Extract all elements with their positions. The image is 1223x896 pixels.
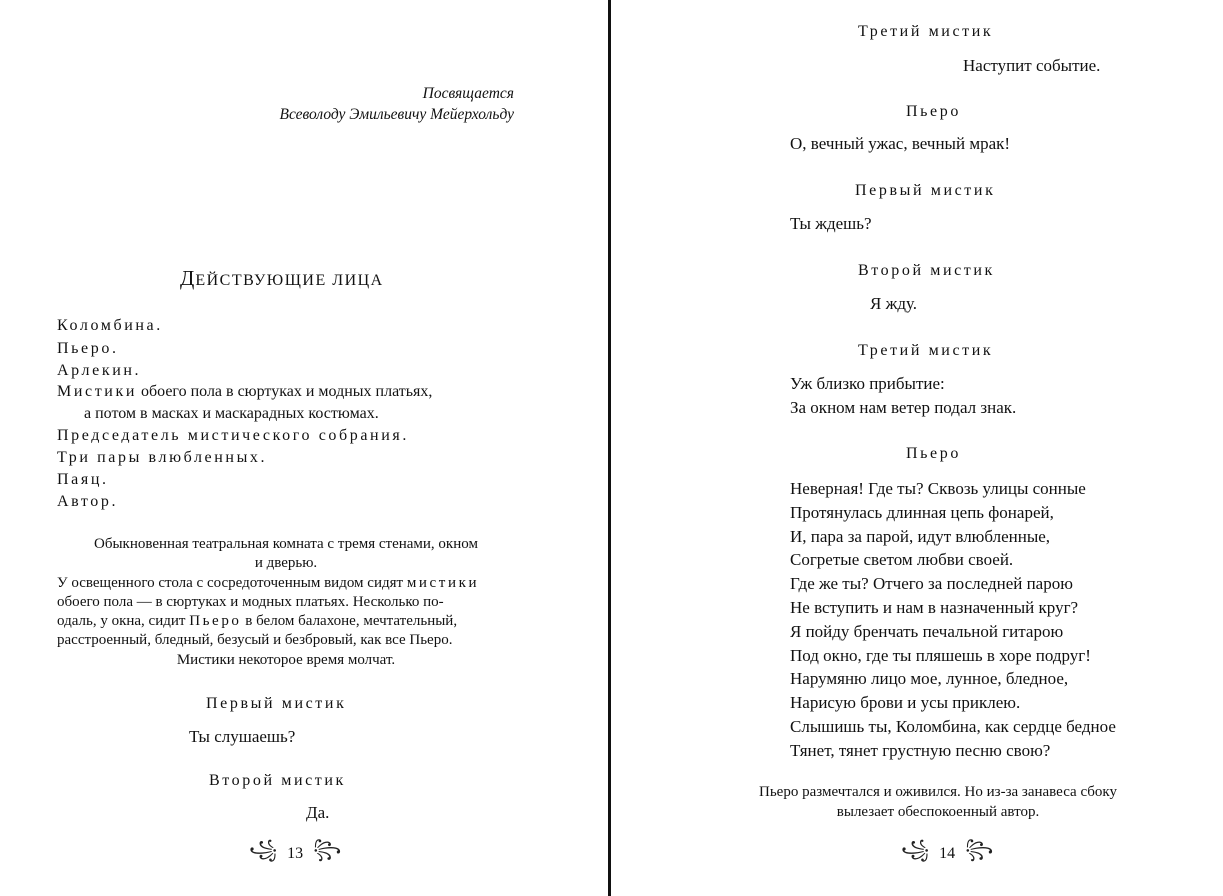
stage-text: в белом балахоне, мечтательный, (241, 613, 458, 629)
speaker-third-mystic: Третий мистик (858, 342, 994, 359)
speaker-first-mystic: Первый мистик (855, 182, 996, 199)
pierrot-verse (790, 477, 1116, 763)
stage-mystics-name: мистики (406, 575, 480, 591)
verse-line: Нарисую брови и усы приклею. (790, 693, 1021, 713)
speaker-second-mystic: Второй мистик (209, 772, 346, 789)
page-number: 14 (939, 845, 956, 862)
right-page (613, 0, 1223, 896)
stage-direction-line-6: расстроенный, бледный, безусый и безбровый, как все Пьеро. (57, 632, 453, 648)
verse-line: Не вступить и нам в назначенный круг? (790, 597, 1079, 617)
line-second-mystic: Да. (306, 803, 330, 822)
ornament-left-icon: ꧁ (901, 839, 930, 859)
stage-direction-line-2: вылезает обеспокоенный автор. (836, 804, 1040, 820)
ornament-left-icon: ꧁ (249, 839, 278, 859)
line-third-mystic: Наступит событие. (963, 56, 1101, 75)
cast-mystics-desc: обоего пола в сюртуках и модных платьях, (136, 383, 433, 400)
line-first-mystic: Ты ждешь? (790, 214, 872, 233)
ornament-right-icon: ꧂ (313, 839, 342, 859)
line-second-mystic: Я жду. (870, 294, 918, 313)
line-first-mystic: Ты слушаешь? (189, 727, 296, 746)
stage-direction-line-7: Мистики некоторое время молчат. (176, 652, 396, 668)
cast-mystics-name: Мистики (57, 383, 137, 400)
page-number-footer (901, 836, 993, 872)
speaker-first-mystic: Первый мистик (206, 695, 347, 712)
verse-line: Под окно, где ты пляшешь в хоре подруг! (790, 645, 1091, 665)
stage-direction-line-3 (57, 575, 479, 592)
cast-mystics (57, 383, 432, 401)
verse-line: Протянулась длинная цепь фонарей, (790, 502, 1054, 522)
verse-line: Неверная! Где ты? Сквозь улицы сонные (790, 479, 1086, 498)
stage-direction-line-4: обоего пола — в сюртуках и модных платьях. Несколько по- (57, 594, 444, 610)
cast-couples: Три пары влюбленных. (57, 449, 268, 466)
stage-direction-line-1: Пьеро размечтался и оживился. Но из-за занавеса сбоку (759, 784, 1117, 800)
cast-harlequin: Арлекин. (57, 362, 142, 379)
stage-direction-line-2: и дверью. (254, 555, 318, 571)
stage-pierrot-name: Пьеро (189, 613, 242, 629)
line-third-mystic: Уж близко прибытие: (790, 374, 945, 393)
speaker-pierrot: Пьеро (906, 103, 961, 120)
page-number: 13 (287, 845, 304, 862)
cast-colombina: Коломбина. (57, 317, 163, 334)
line-third-mystic: За окном нам ветер подал знак. (790, 398, 1017, 417)
line-pierrot: О, вечный ужас, вечный мрак! (790, 134, 1011, 153)
stage-text: У освещенного стола с сосредоточенным видом сидят (57, 575, 407, 591)
dedication-line-2: Всеволоду Эмильевичу Мейерхольду (279, 106, 514, 123)
verse-line: Тянет, тянет грустную песню свою? (790, 740, 1051, 760)
verse-line: И, пара за парой, идут влюбленные, (790, 526, 1051, 546)
spine-divider (608, 0, 611, 896)
cast-clown: Паяц. (57, 471, 109, 488)
verse-line: Согретые светом любви своей. (790, 550, 1014, 570)
verse-line: Я пойду бренчать печальной гитарою (790, 621, 1064, 641)
speaker-pierrot: Пьеро (906, 445, 961, 462)
cast-title-rest: ЕЙСТВУЮЩИЕ ЛИЦА (195, 272, 384, 289)
cast-title (180, 266, 384, 291)
verse-line: Где же ты? Отчего за последней парою (790, 574, 1073, 594)
verse-line: Нарумяню лицо мое, лунное, бледное, (790, 669, 1069, 689)
page-number-footer (249, 836, 341, 872)
cast-pierrot: Пьеро. (57, 340, 119, 357)
stage-direction-line-5 (57, 613, 457, 630)
speaker-third-mystic: Третий мистик (858, 23, 994, 40)
stage-text: одаль, у окна, сидит (57, 613, 190, 629)
ornament-right-icon: ꧂ (965, 839, 994, 859)
left-page (0, 0, 608, 896)
cast-author: Автор. (57, 493, 119, 510)
stage-direction-line-1: Обыкновенная театральная комната с тремя стенами, окном (94, 536, 478, 552)
cast-chairman: Председатель мистического собрания. (57, 427, 409, 444)
verse-line: Слышишь ты, Коломбина, как сердце бедное (790, 716, 1116, 736)
speaker-second-mystic: Второй мистик (858, 262, 995, 279)
cast-mystics-desc-2: а потом в масках и маскарадных костюмах. (84, 405, 379, 422)
dedication-line-1: Посвящается (422, 85, 514, 102)
cast-title-initial: Д (180, 266, 196, 290)
